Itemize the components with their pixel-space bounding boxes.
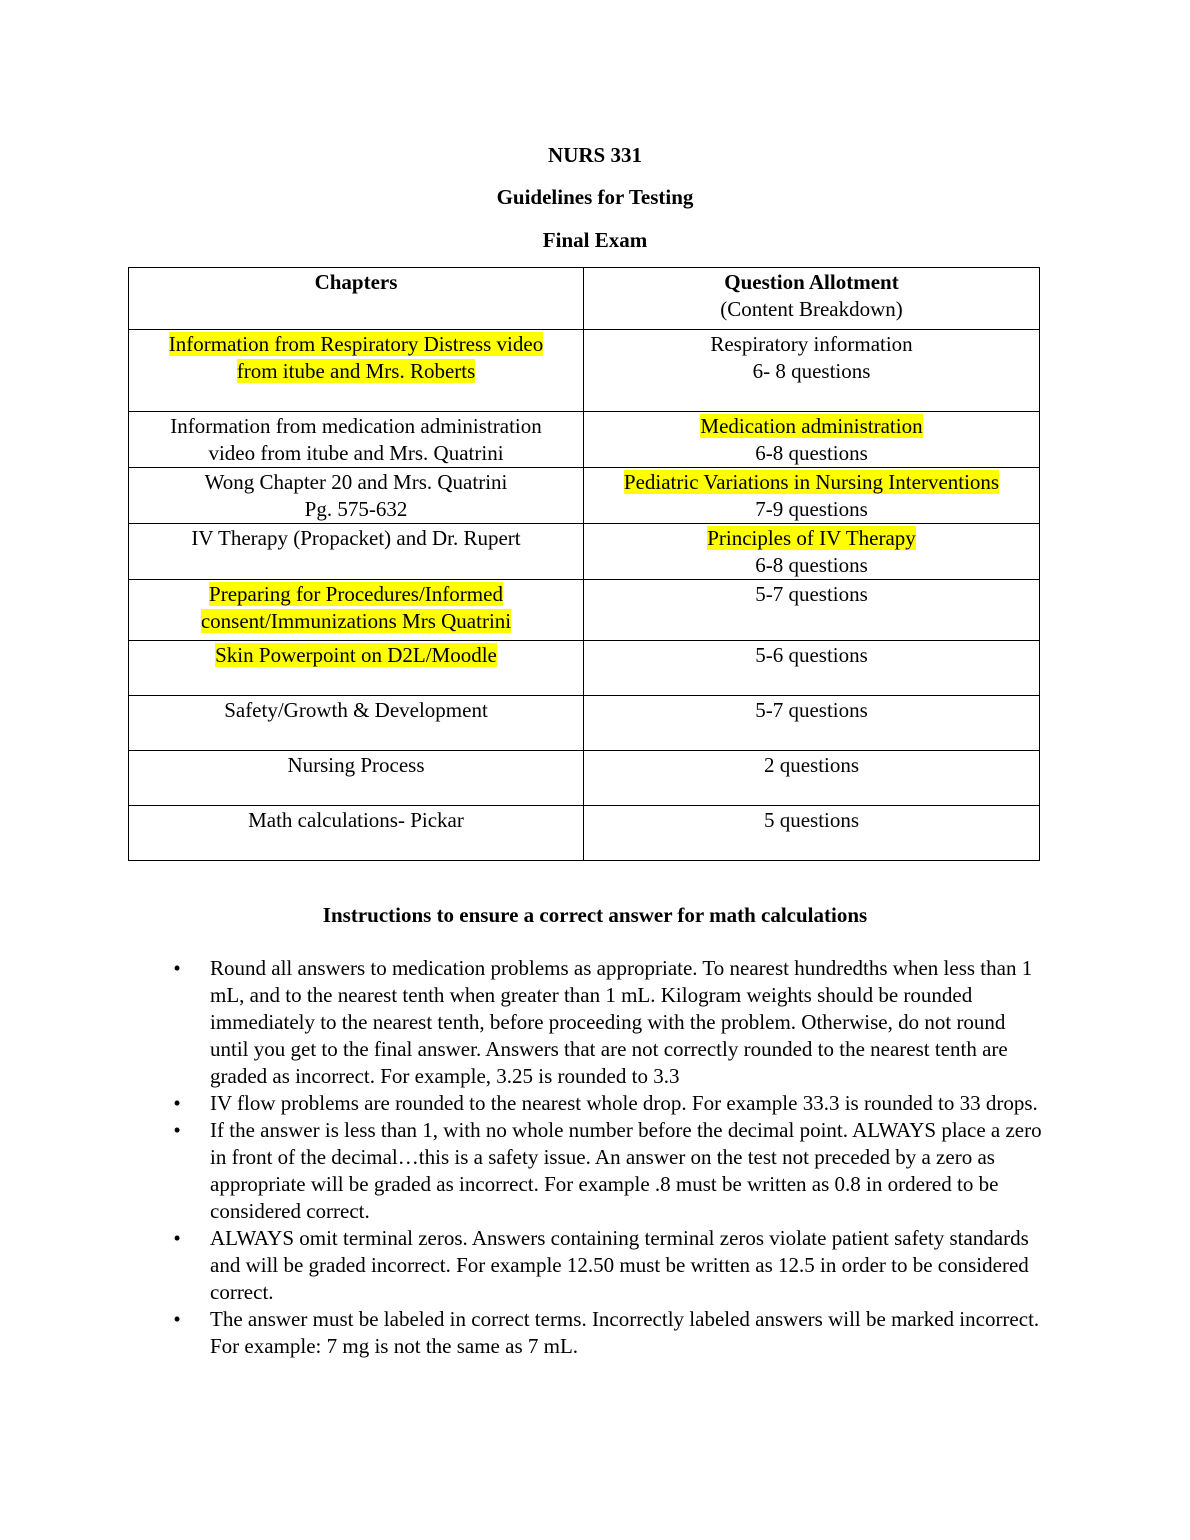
allotment-line: 5-6 questions [755, 643, 868, 667]
allotment-cell [584, 412, 1040, 468]
table-row [129, 468, 1040, 524]
instruction-text: The answer must be labeled in correct terms. Incorrectly labeled answers will be marked incorrect. For example: 7 mg is not the same as 7 mL. [210, 1307, 1040, 1358]
chapter-line: Math calculations- Pickar [248, 808, 464, 832]
allotment-cell [584, 580, 1040, 641]
allotment-line: 5-7 questions [755, 698, 868, 722]
bullet-icon: • [173, 1307, 181, 1331]
bullet-icon: • [173, 956, 181, 980]
chapter-line: Information from medication administration [170, 414, 542, 438]
chapter-cell [129, 806, 584, 861]
table-row [129, 524, 1040, 580]
allotment-line: 5 questions [763, 808, 860, 832]
table-body [129, 330, 1040, 861]
course-title: NURS 331 [548, 143, 642, 167]
chapter-line: Pg. 575-632 [304, 497, 408, 521]
allotment-line: Pediatric Variations in Nursing Interventions [623, 470, 1000, 494]
instructions-title: Instructions to ensure a correct answer for math calculations [322, 903, 868, 927]
allotment-line: 7-9 questions [755, 497, 868, 521]
allotment-cell [584, 806, 1040, 861]
allotment-line: Medication administration [700, 414, 923, 438]
chapter-cell [129, 641, 584, 696]
chapter-line: consent/Immunizations Mrs Quatrini [200, 609, 512, 633]
allotment-cell [584, 641, 1040, 696]
allotment-cell [584, 751, 1040, 806]
list-item [173, 1306, 1045, 1360]
bullet-icon: • [173, 1226, 181, 1250]
table-row [129, 806, 1040, 861]
chapter-cell [129, 468, 584, 524]
table-row [129, 641, 1040, 696]
chapter-cell [129, 580, 584, 641]
chapter-line: video from itube and Mrs. Quatrini [208, 441, 504, 465]
chapter-line: Preparing for Procedures/Informed [209, 582, 503, 606]
chapter-cell [129, 696, 584, 751]
allotment-line: 5-7 questions [755, 582, 868, 606]
table-row [129, 412, 1040, 468]
allotment-line: 6- 8 questions [752, 359, 871, 383]
allotment-cell [584, 696, 1040, 751]
chapter-line: Information from Respiratory Distress video [168, 332, 544, 356]
list-item [173, 955, 1045, 1090]
chapter-line: Nursing Process [287, 753, 425, 777]
list-item [173, 1117, 1045, 1225]
instructions-list [173, 955, 1045, 1360]
instruction-text: IV flow problems are rounded to the nearest whole drop. For example 33.3 is rounded to 33 drops. [210, 1091, 1038, 1115]
allotment-line: Respiratory information [710, 332, 913, 356]
table-row [129, 696, 1040, 751]
table-row [129, 330, 1040, 412]
chapter-cell [129, 330, 584, 412]
table-row [129, 580, 1040, 641]
allotment-line: Principles of IV Therapy [707, 526, 916, 550]
allotment-cell [584, 330, 1040, 412]
allotment-header-label: Question Allotment [724, 270, 899, 294]
allotment-cell [584, 468, 1040, 524]
chapters-header-label: Chapters [314, 270, 398, 294]
instruction-text: Round all answers to medication problems as appropriate. To nearest hundredths when less than 1 mL, and to the nearest tenth when greater than 1 mL. Kilogram weights should be rounded immediately to the nearest tenth, before proceeding with the problem. Otherwise, do not round until you get to the final answer. Answers that are not correctly rounded to the nearest tenth are graded as incorrect. For example, 3.25 is rounded to 3.3 [210, 956, 1033, 1088]
chapter-line: from itube and Mrs. Roberts [236, 359, 476, 383]
question-allotment-table [128, 267, 1040, 861]
allotment-header-sublabel: (Content Breakdown) [720, 297, 903, 321]
chapter-cell [129, 751, 584, 806]
table-row [129, 751, 1040, 806]
table-header-row [129, 268, 1040, 330]
allotment-line: 6-8 questions [755, 553, 868, 577]
chapters-header [129, 268, 584, 330]
allotment-cell [584, 524, 1040, 580]
bullet-icon: • [173, 1091, 181, 1115]
list-item [173, 1090, 1045, 1117]
chapter-cell [129, 412, 584, 468]
chapter-line: Wong Chapter 20 and Mrs. Quatrini [204, 470, 508, 494]
chapter-cell [129, 524, 584, 580]
chapter-line: Safety/Growth & Development [224, 698, 488, 722]
instruction-text: ALWAYS omit terminal zeros. Answers containing terminal zeros violate patient safety standards and will be graded incorrect. For example 12.50 must be written as 12.5 in order to be considered correct. [210, 1226, 1029, 1304]
bullet-icon: • [173, 1118, 181, 1142]
instruction-text: If the answer is less than 1, with no whole number before the decimal point. ALWAYS place a zero in front of the decimal…this is a safety issue. An answer on the test not preceded by a zero as appropriate will be graded as incorrect. For example .8 must be written as 0.8 in ordered to be considered correct. [210, 1118, 1042, 1223]
chapter-line: Skin Powerpoint on D2L/Moodle [215, 643, 497, 667]
allotment-line: 2 questions [763, 753, 860, 777]
chapter-line: IV Therapy (Propacket) and Dr. Rupert [191, 526, 521, 550]
allotment-header [584, 268, 1040, 330]
document-subtitle: Guidelines for Testing [496, 185, 694, 209]
list-item [173, 1225, 1045, 1306]
allotment-line: 6-8 questions [755, 441, 868, 465]
exam-title: Final Exam [542, 228, 648, 252]
